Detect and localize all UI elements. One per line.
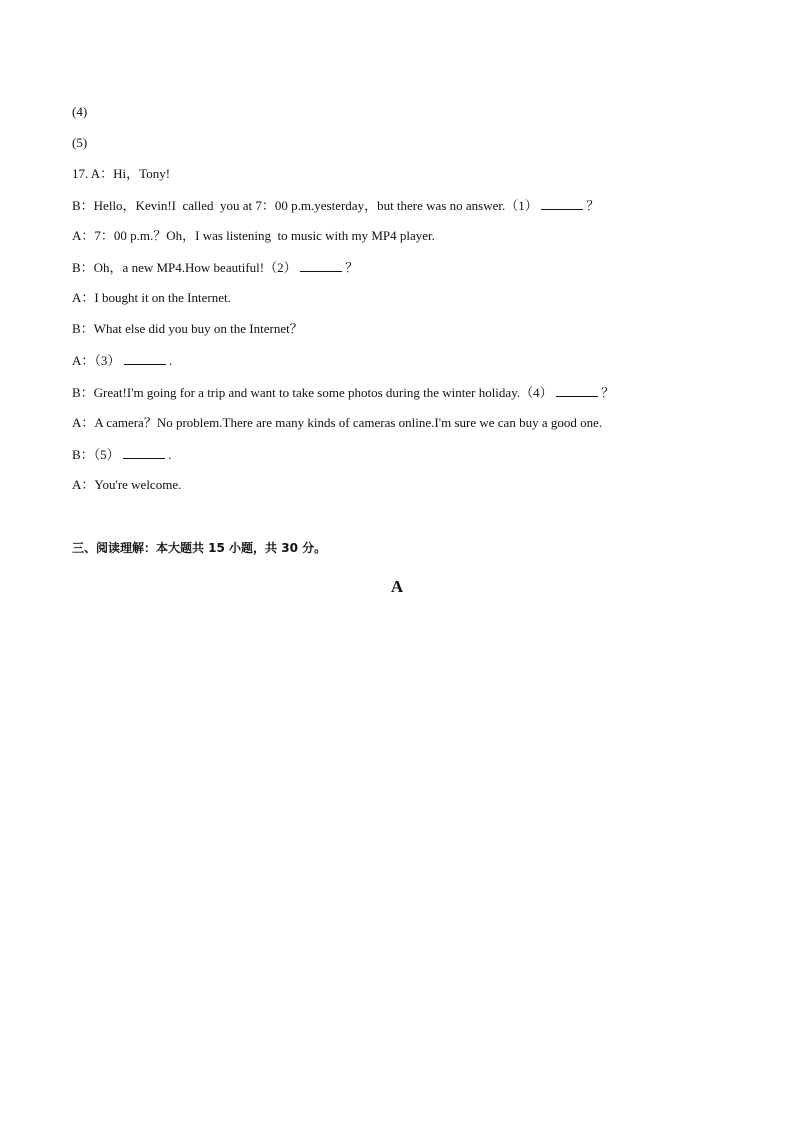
dialogue-line-a2: A：I bought it on the Internet. bbox=[72, 290, 231, 305]
dialogue-line-b5 bbox=[72, 446, 171, 463]
dialogue-punctuation: . bbox=[168, 353, 173, 368]
answer-label-5: (5) bbox=[72, 135, 88, 150]
dialogue-text: B：（5） bbox=[72, 447, 120, 462]
question-17-line: 17. A：Hi，Tony! bbox=[72, 166, 171, 181]
fill-blank-3[interactable] bbox=[124, 352, 166, 365]
dialogue-punctuation: ？ bbox=[586, 198, 600, 213]
fill-blank-1[interactable] bbox=[541, 197, 583, 210]
dialogue-line-b2 bbox=[72, 259, 358, 276]
dialogue-line-a1: A：7：00 p.m.？Oh，I was listening to music with my MP4 player. bbox=[72, 228, 435, 243]
dialogue-text: B：Great!I'm going for a trip and want to take some photos during the winter holiday.（4） bbox=[72, 385, 553, 400]
fill-blank-2[interactable] bbox=[300, 259, 342, 272]
dialogue-line-a4: A：A camera？No problem.There are many kinds of cameras online.I'm sure we can buy a good one. bbox=[72, 415, 603, 430]
dialogue-text: A：（3） bbox=[72, 353, 121, 368]
dialogue-text: B：Hello，Kevin!I called you at 7：00 p.m.yesterday，but there was no answer.（1） bbox=[72, 198, 538, 213]
dialogue-line-a5: A：You're welcome. bbox=[72, 477, 182, 492]
dialogue-line-b1 bbox=[72, 197, 599, 214]
fill-blank-4[interactable] bbox=[556, 384, 598, 397]
dialogue-punctuation: ？ bbox=[345, 260, 359, 275]
dialogue-text: B：Oh，a new MP4.How beautiful!（2） bbox=[72, 260, 297, 275]
section-heading-reading: 三、阅读理解：本大题共 15 小题，共 30 分。 bbox=[72, 541, 327, 555]
dialogue-line-b4 bbox=[72, 384, 614, 401]
dialogue-line-b3: B：What else did you buy on the Internet？ bbox=[72, 321, 303, 336]
passage-label: A bbox=[390, 577, 404, 596]
answer-label-4: (4) bbox=[72, 104, 88, 119]
dialogue-line-a3 bbox=[72, 352, 172, 369]
dialogue-punctuation: . bbox=[168, 447, 172, 462]
dialogue-punctuation: ？ bbox=[601, 385, 615, 400]
fill-blank-5[interactable] bbox=[123, 446, 165, 459]
